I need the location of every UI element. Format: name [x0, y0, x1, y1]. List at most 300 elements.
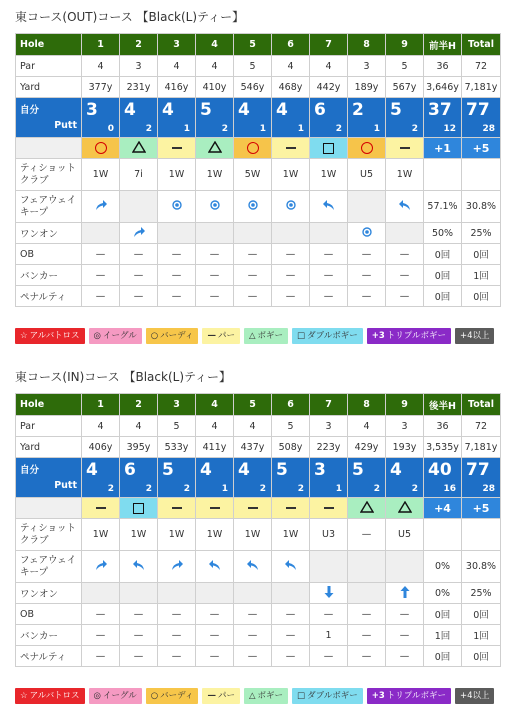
fairway-cell: 0%: [424, 551, 462, 583]
legend-label: +4以上: [459, 691, 490, 701]
tee-club-cell: 1W: [272, 519, 310, 551]
fairway-hit-icon: [286, 200, 296, 213]
putt-label: Putt: [54, 120, 77, 131]
legend-symbol: ◎: [93, 331, 101, 341]
stroke-count: 2: [352, 100, 364, 120]
bunker-cell: 0回: [424, 265, 462, 286]
result-cell: [158, 138, 196, 159]
fairway-cell: [310, 551, 348, 583]
fairway-row: [16, 191, 501, 223]
green-on-row: [16, 223, 501, 244]
ob-row: [16, 604, 501, 625]
putt-count: 1: [183, 124, 190, 134]
par-dash-icon: [324, 507, 334, 509]
fairway-cell: 30.8%: [462, 551, 501, 583]
result-cell: [82, 138, 120, 159]
yard-row-cell: 567y: [386, 77, 424, 98]
putt-count: 1: [259, 124, 266, 134]
legend-item: [455, 328, 495, 344]
hole-header-row-cell: 7: [310, 34, 348, 56]
par-dash-icon: [172, 507, 182, 509]
legend-symbol: +3: [371, 691, 385, 701]
putt-count: 1: [373, 124, 380, 134]
result-cell: [234, 498, 272, 519]
stroke-count: 4: [124, 100, 136, 120]
fairway-miss-left-icon: [208, 558, 222, 575]
fairway-cell: [386, 191, 424, 223]
hole-header-row-label: Hole: [16, 394, 82, 416]
putt-count: 2: [259, 484, 266, 494]
out-scorecard: [15, 33, 500, 307]
score-cell: [234, 98, 272, 138]
putt-count: 1: [221, 484, 228, 494]
hole-header-row-cell: 4: [196, 394, 234, 416]
penalty-cell: —: [234, 646, 272, 667]
penalty-cell: —: [386, 286, 424, 307]
ob-cell: —: [82, 244, 120, 265]
ob-cell: 0回: [462, 604, 501, 625]
fairway-cell: 30.8%: [462, 191, 501, 223]
par-row-cell: 5: [386, 56, 424, 77]
yard-row-cell: 468y: [272, 77, 310, 98]
par-row-cell: 4: [234, 416, 272, 437]
ob-cell: —: [234, 604, 272, 625]
ob-cell: —: [196, 604, 234, 625]
green-on-cell: [158, 583, 196, 604]
ob-row: [16, 244, 501, 265]
bunker-cell: —: [196, 265, 234, 286]
tee-club-cell: 1W: [82, 159, 120, 191]
par-dash-icon: [248, 507, 258, 509]
yard-row-cell: 7,181y: [462, 77, 501, 98]
legend-item: [292, 328, 363, 344]
result-total-cell: +4: [424, 498, 462, 519]
fairway-cell: [82, 191, 120, 223]
bunker-cell: —: [272, 265, 310, 286]
legend-item: [244, 328, 288, 344]
score-label-cell: [16, 458, 82, 498]
stroke-count: 37: [428, 100, 452, 120]
green-miss-up-icon: [398, 585, 412, 602]
hole-header-row-cell: 8: [348, 394, 386, 416]
bunker-cell: —: [120, 625, 158, 646]
green-on-label: ワンオン: [16, 583, 82, 604]
result-cell: [120, 498, 158, 519]
bunker-cell: —: [348, 625, 386, 646]
hole-header-row-cell: 5: [234, 34, 272, 56]
hole-header-row-cell: Total: [462, 34, 501, 56]
stroke-count: 5: [390, 100, 402, 120]
yard-row-cell: 406y: [82, 437, 120, 458]
hole-header-row-cell: 1: [82, 394, 120, 416]
birdie-circle-icon: [95, 142, 107, 154]
ob-cell: —: [348, 604, 386, 625]
par-row-cell: 5: [158, 416, 196, 437]
tee-club-label-text: クラブ: [20, 534, 49, 546]
stroke-count: 3: [314, 460, 326, 480]
stroke-count: 4: [238, 100, 250, 120]
result-cell: [348, 498, 386, 519]
putt-count: 2: [145, 484, 152, 494]
ob-cell: —: [120, 244, 158, 265]
stroke-count: 5: [162, 460, 174, 480]
ob-cell: —: [386, 244, 424, 265]
score-label: 自分: [20, 465, 40, 476]
putt-count: 2: [221, 124, 228, 134]
legend-symbol: ○: [150, 691, 159, 701]
fairway-label: [16, 191, 82, 223]
putt-count: 28: [482, 124, 495, 134]
bunker-cell: —: [348, 265, 386, 286]
bogey-triangle-icon: [208, 141, 222, 156]
par-row-label: Par: [16, 56, 82, 77]
result-cell: [82, 498, 120, 519]
stroke-count: 4: [276, 100, 288, 120]
par-row-cell: 4: [120, 416, 158, 437]
ob-cell: —: [272, 604, 310, 625]
hole-header-row-cell: 2: [120, 394, 158, 416]
stroke-count: 4: [86, 460, 98, 480]
score-cell: [310, 98, 348, 138]
legend-label: ダブルボギー: [307, 691, 358, 701]
par-row-cell: 4: [158, 56, 196, 77]
yard-row-cell: 189y: [348, 77, 386, 98]
yard-row: [16, 77, 501, 98]
legend-symbol: ○: [150, 331, 159, 341]
ob-cell: —: [272, 244, 310, 265]
putt-count: 2: [145, 124, 152, 134]
par-row-cell: 72: [462, 56, 501, 77]
legend-label: バーディ: [160, 331, 194, 341]
hole-header-row-cell: 9: [386, 394, 424, 416]
stroke-count: 40: [428, 460, 452, 480]
par-row-cell: 3: [310, 416, 348, 437]
par-row: [16, 56, 501, 77]
penalty-cell: —: [386, 646, 424, 667]
ob-cell: —: [386, 604, 424, 625]
green-on-cell: [234, 223, 272, 244]
fairway-hit-icon: [248, 200, 258, 213]
legend-label: アルバトロス: [29, 331, 80, 341]
result-cell: [310, 138, 348, 159]
result-row: [16, 498, 501, 519]
green-on-cell: 0%: [424, 583, 462, 604]
legend-item: [89, 328, 142, 344]
legend-label: ダブルボギー: [307, 331, 358, 341]
legend-item: [455, 688, 495, 704]
tee-club-cell: U5: [348, 159, 386, 191]
yard-row-cell: 3,535y: [424, 437, 462, 458]
penalty-cell: —: [120, 286, 158, 307]
hole-header-row-cell: 2: [120, 34, 158, 56]
yard-row-cell: 533y: [158, 437, 196, 458]
tee-club-label-text: ティショット: [20, 162, 77, 174]
score-cell: [120, 458, 158, 498]
legend-symbol: △: [248, 691, 256, 701]
yard-row-cell: 193y: [386, 437, 424, 458]
bunker-cell: —: [196, 625, 234, 646]
bunker-label: バンカー: [16, 625, 82, 646]
par-row-cell: 5: [272, 416, 310, 437]
result-cell: [386, 138, 424, 159]
fairway-miss-right-icon: [170, 558, 184, 575]
fairway-cell: [196, 191, 234, 223]
bunker-cell: 1回: [462, 265, 501, 286]
score-cell: [82, 458, 120, 498]
green-miss-down-icon: [322, 585, 336, 602]
par-row-cell: 5: [234, 56, 272, 77]
green-hit-icon: [362, 227, 372, 240]
bunker-row: [16, 265, 501, 286]
green-on-cell: [196, 583, 234, 604]
ob-cell: 0回: [424, 244, 462, 265]
hole-header-row-cell: 7: [310, 394, 348, 416]
fairway-cell: [196, 551, 234, 583]
score-cell: [386, 98, 424, 138]
result-total-cell: +5: [462, 138, 501, 159]
putt-count: 2: [297, 484, 304, 494]
tee-club-cell: [462, 519, 501, 551]
result-cell: [234, 138, 272, 159]
hole-header-row: [16, 34, 501, 56]
fairway-miss-left-icon: [132, 558, 146, 575]
par-row-label: Par: [16, 416, 82, 437]
green-on-cell: [272, 583, 310, 604]
hole-header-row-cell: 4: [196, 34, 234, 56]
tee-club-cell: 1W: [158, 519, 196, 551]
green-on-cell: 50%: [424, 223, 462, 244]
penalty-cell: —: [272, 286, 310, 307]
par-row: [16, 416, 501, 437]
double-bogey-square-icon: [133, 503, 144, 514]
hole-header-row-cell: Total: [462, 394, 501, 416]
putt-count: 2: [373, 484, 380, 494]
fairway-hit-icon: [172, 200, 182, 213]
green-on-cell: [348, 223, 386, 244]
in-scorecard-table: [15, 393, 501, 667]
stroke-count: 5: [276, 460, 288, 480]
green-miss-right-icon: [132, 225, 146, 242]
fairway-miss-left-icon: [284, 558, 298, 575]
ob-cell: 0回: [462, 244, 501, 265]
legend-symbol: △: [248, 331, 256, 341]
fairway-miss-right-icon: [94, 198, 108, 215]
score-cell: [272, 458, 310, 498]
legend-item: [367, 688, 451, 704]
bunker-cell: —: [120, 265, 158, 286]
green-on-cell: [196, 223, 234, 244]
bunker-cell: —: [158, 625, 196, 646]
fairway-miss-left-icon: [398, 198, 412, 215]
tee-club-cell: 7i: [120, 159, 158, 191]
green-on-cell: [386, 223, 424, 244]
penalty-cell: —: [348, 286, 386, 307]
yard-row-label: Yard: [16, 437, 82, 458]
yard-row-cell: 508y: [272, 437, 310, 458]
putt-count: 0: [107, 124, 114, 134]
result-cell: [386, 498, 424, 519]
ob-cell: —: [310, 604, 348, 625]
penalty-cell: 0回: [424, 646, 462, 667]
tee-club-cell: 5W: [234, 159, 272, 191]
putt-count: 12: [443, 124, 456, 134]
ob-cell: —: [120, 604, 158, 625]
bunker-row: [16, 625, 501, 646]
legend-label: バーディ: [160, 691, 194, 701]
hole-header-row-cell: 8: [348, 34, 386, 56]
ob-cell: —: [158, 244, 196, 265]
score-label: 自分: [20, 105, 40, 116]
green-on-cell: [310, 223, 348, 244]
yard-row-cell: 410y: [196, 77, 234, 98]
putt-count: 2: [107, 484, 114, 494]
fairway-hit-icon: [210, 200, 220, 213]
par-row-cell: 4: [196, 416, 234, 437]
tee-club-cell: —: [348, 519, 386, 551]
fairway-cell: [272, 551, 310, 583]
result-cell: [272, 138, 310, 159]
legend-in: [15, 688, 494, 704]
ob-cell: —: [234, 244, 272, 265]
tee-club-label-text: クラブ: [20, 174, 49, 186]
legend-label: パー: [217, 691, 235, 701]
par-row-cell: 3: [348, 56, 386, 77]
putt-count: 28: [482, 484, 495, 494]
tee-club-label-text: ティショット: [20, 522, 77, 534]
par-row-cell: 3: [386, 416, 424, 437]
bogey-triangle-icon: [132, 141, 146, 156]
fairway-cell: [234, 551, 272, 583]
yard-row-label: Yard: [16, 77, 82, 98]
tee-club-cell: 1W: [310, 159, 348, 191]
yard-row-cell: 231y: [120, 77, 158, 98]
tee-club-cell: 1W: [120, 519, 158, 551]
score-cell: [120, 98, 158, 138]
par-dash-icon: [286, 507, 296, 509]
putt-count: 2: [183, 484, 190, 494]
fairway-label: [16, 551, 82, 583]
result-cell: [158, 498, 196, 519]
hole-header-row-cell: 3: [158, 394, 196, 416]
tee-club-cell: [424, 159, 462, 191]
yard-row-cell: 223y: [310, 437, 348, 458]
fairway-label-text: キープ: [20, 566, 49, 578]
legend-item: [244, 688, 288, 704]
in-course-title: 東コース(IN)コース 【Black(L)ティー】: [15, 370, 232, 384]
ob-cell: —: [310, 244, 348, 265]
legend-label: ボギー: [257, 691, 284, 701]
fairway-cell: [386, 551, 424, 583]
bunker-cell: —: [82, 625, 120, 646]
green-on-cell: [310, 583, 348, 604]
fairway-row: [16, 551, 501, 583]
score-cell: [386, 458, 424, 498]
score-cell: [234, 458, 272, 498]
par-row-cell: 4: [348, 416, 386, 437]
penalty-cell: 0回: [462, 646, 501, 667]
double-bogey-square-icon: [323, 143, 334, 154]
score-cell: [348, 98, 386, 138]
fairway-cell: [310, 191, 348, 223]
score-cell: [462, 98, 501, 138]
tee-club-label: [16, 159, 82, 191]
stroke-count: 77: [466, 460, 490, 480]
hole-header-row-cell: 後半H: [424, 394, 462, 416]
penalty-cell: —: [272, 646, 310, 667]
score-cell: [196, 458, 234, 498]
yard-row-cell: 442y: [310, 77, 348, 98]
par-row-cell: 4: [310, 56, 348, 77]
hole-header-row-cell: 9: [386, 34, 424, 56]
score-cell: [196, 98, 234, 138]
legend-label: ボギー: [257, 331, 284, 341]
tee-club-cell: 1W: [234, 519, 272, 551]
yard-row-cell: 395y: [120, 437, 158, 458]
legend-label: +4以上: [459, 331, 490, 341]
yard-row-cell: 411y: [196, 437, 234, 458]
legend-item: [15, 688, 85, 704]
score-cell: [424, 98, 462, 138]
penalty-cell: 0回: [462, 286, 501, 307]
legend-label: パー: [217, 331, 235, 341]
stroke-count: 5: [352, 460, 364, 480]
fairway-cell: [348, 191, 386, 223]
stroke-count: 77: [466, 100, 490, 120]
green-on-cell: [158, 223, 196, 244]
fairway-cell: [348, 551, 386, 583]
legend-symbol: □: [297, 331, 306, 341]
result-row: [16, 138, 501, 159]
bogey-triangle-icon: [360, 501, 374, 516]
fairway-miss-left-icon: [246, 558, 260, 575]
legend-item: [146, 688, 199, 704]
fairway-cell: [82, 551, 120, 583]
putt-count: 1: [335, 484, 342, 494]
hole-header-row-cell: 6: [272, 394, 310, 416]
ob-cell: —: [196, 244, 234, 265]
stroke-count: 3: [86, 100, 98, 120]
penalty-cell: —: [158, 286, 196, 307]
green-on-cell: [82, 583, 120, 604]
fairway-label-text: フェアウェイ: [20, 554, 77, 566]
ob-label: OB: [16, 604, 82, 625]
par-row-cell: 72: [462, 416, 501, 437]
legend-item: [89, 688, 142, 704]
ob-cell: —: [348, 244, 386, 265]
penalty-row: [16, 286, 501, 307]
green-on-cell: [386, 583, 424, 604]
tee-club-cell: [424, 519, 462, 551]
par-dash-icon: [286, 147, 296, 149]
result-cell: [310, 498, 348, 519]
legend-item: [146, 328, 199, 344]
bunker-cell: —: [158, 265, 196, 286]
tee-club-cell: U3: [310, 519, 348, 551]
green-on-label: ワンオン: [16, 223, 82, 244]
putt-count: 2: [411, 484, 418, 494]
fairway-cell: [158, 191, 196, 223]
yard-row: [16, 437, 501, 458]
yard-row-cell: 546y: [234, 77, 272, 98]
score-cell: [158, 458, 196, 498]
green-on-cell: 25%: [462, 583, 501, 604]
result-cell: [196, 138, 234, 159]
par-dash-icon: [172, 147, 182, 149]
yard-row-cell: 437y: [234, 437, 272, 458]
green-on-cell: [120, 223, 158, 244]
penalty-cell: —: [234, 286, 272, 307]
bunker-cell: —: [272, 625, 310, 646]
